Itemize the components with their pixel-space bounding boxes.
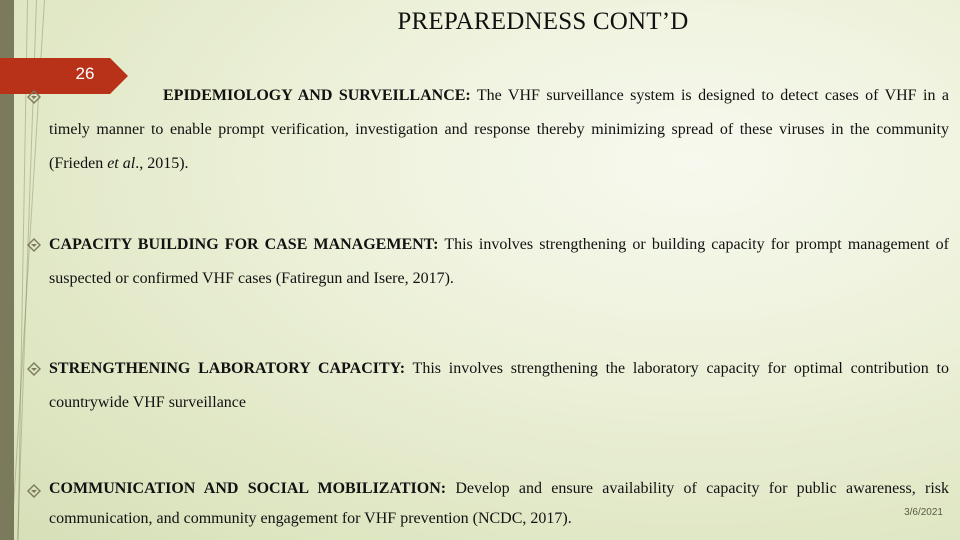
bullet-heading: EPIDEMIOLOGY AND SURVEILLANCE: [163,87,471,104]
bullet-text: ., 2015). [135,155,189,172]
bullet-text: This involves strengthening the laboratory capacity for optimal contribution to countrywide VHF surveillance [49,360,950,411]
slide-date: 3/6/2021 [904,507,943,518]
bullet-text: Develop and ensure availability of capacity for public awareness, risk communication, and community engagement for VHF prevention (NCDC, 2017). [49,480,949,527]
bullet-heading: COMMUNICATION AND SOCIAL MOBILIZATION: [49,480,447,497]
bullet-laboratory-capacity [49,352,949,420]
bullet-text: The VHF surveillance system is designed to detect cases of VHF in a timely manner to enable prompt verification, investigation and response thereby minimizing spread of these viruses in the community (Frieden [49,87,949,172]
diamond-bullet-icon [27,362,41,376]
bullet-heading: CAPACITY BUILDING FOR CASE MANAGEMENT: [49,236,439,253]
slide-title: PREPAREDNESS CONT’D [397,8,689,35]
diamond-bullet-icon [27,484,41,498]
diamond-bullet-icon [27,238,41,252]
bullet-text: This involves strengthening or building capacity for prompt management of suspected or confirmed VHF cases (Fatiregun and Isere, 2017). [49,236,950,287]
bullet-text-italic: et al [107,155,136,172]
bullet-epidemiology [49,79,949,181]
bullet-communication [49,474,949,534]
slide-number: 26 [75,64,95,83]
diamond-bullet-icon [27,90,41,104]
bullet-heading: STRENGTHENING LABORATORY CAPACITY: [49,360,406,377]
bullet-capacity-building [49,228,949,296]
